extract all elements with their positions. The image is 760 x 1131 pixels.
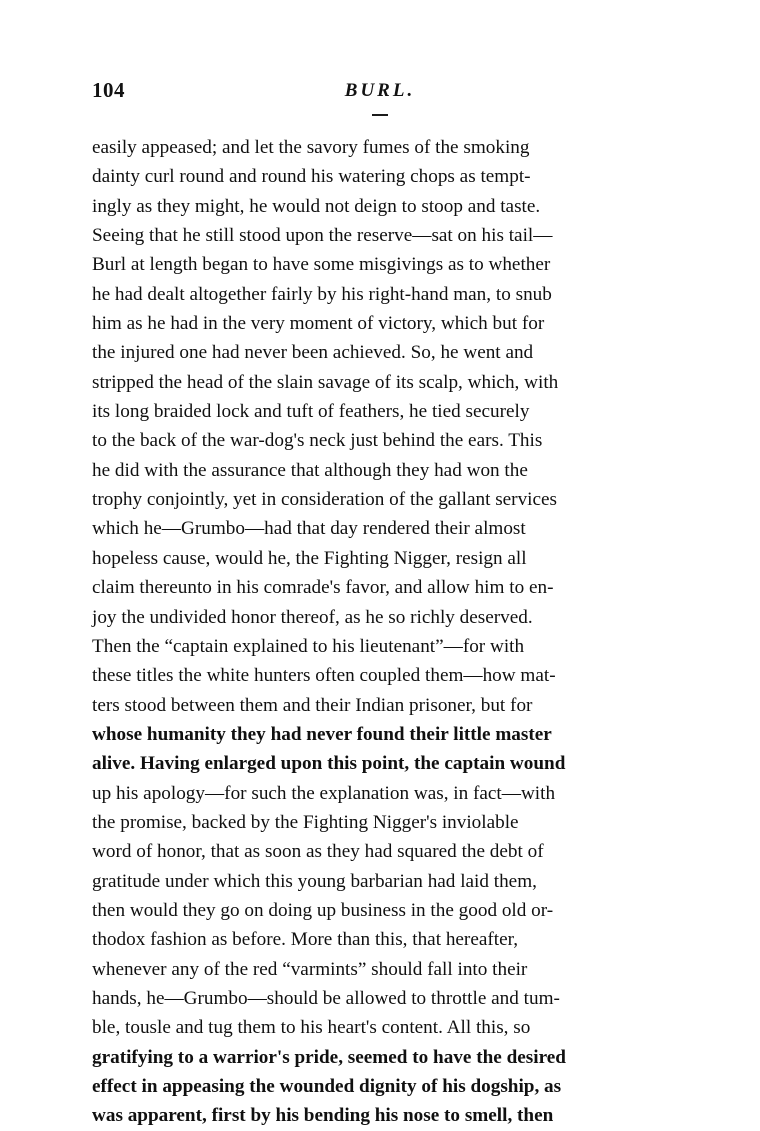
text-line: ble, tousle and tug them to his heart's content. All this, so <box>92 1017 531 1039</box>
text-line: ters stood between them and their Indian prisoner, but for <box>92 694 533 716</box>
text-line: hands, he—Grumbo—should be allowed to throttle and tum- <box>92 987 560 1009</box>
text-line: hopeless cause, would he, the Fighting Nigger, resign all <box>92 547 527 569</box>
text-line: the promise, backed by the Fighting Nigger's inviolable <box>92 811 519 833</box>
text-line: these titles the white hunters often coupled them—how mat- <box>92 665 556 687</box>
text-line: was apparent, first by his bending his nose to smell, then <box>92 1105 554 1127</box>
text-line: easily appeased; and let the savory fumes of the smoking <box>92 137 530 158</box>
page-header <box>92 78 668 108</box>
page-number: 104 <box>92 78 125 102</box>
text-line: him as he had in the very moment of victory, which but for <box>92 313 545 335</box>
text-line: which he—Grumbo—had that day rendered their almost <box>92 518 526 540</box>
text-line: gratifying to a warrior's pride, seemed to have the desired <box>92 1046 566 1068</box>
text-line: up his apology—for such the explanation was, in fact—with <box>92 782 556 804</box>
text-line: ingly as they might, he would not deign to stoop and taste. <box>92 195 541 217</box>
running-head: BURL. <box>344 80 416 101</box>
text-line: he had dealt altogether fairly by his right-hand man, to snub <box>92 283 552 305</box>
text-line: stripped the head of the slain savage of its scalp, which, with <box>92 371 559 393</box>
text-line: alive. Having enlarged upon this point, the captain wound <box>92 753 566 775</box>
text-line: to the back of the war-dog's neck just behind the ears. This <box>92 430 543 452</box>
text-line: the injured one had never been achieved. So, he went and <box>92 342 534 364</box>
text-line: whose humanity they had never found their little master <box>92 723 552 745</box>
text-line: word of honor, that as soon as they had squared the debt of <box>92 841 544 863</box>
text-line: trophy conjointly, yet in consideration of the gallant services <box>92 489 557 511</box>
text-line: Burl at length began to have some misgivings as to whether <box>92 254 551 276</box>
text-line: dainty curl round and round his watering chops as tempt- <box>92 166 531 188</box>
text-line: claim thereunto in his comrade's favor, and allow him to en- <box>92 577 554 599</box>
text-line: Seeing that he still stood upon the reserve—sat on his tail— <box>92 225 553 247</box>
text-line: effect in appeasing the wounded dignity of his dogship, as <box>92 1076 562 1097</box>
text-line: Then the “captain explained to his lieutenant”—for with <box>92 635 525 657</box>
body-text <box>92 133 670 1131</box>
text-line: whenever any of the red “varmints” should fall into their <box>92 958 528 980</box>
header-rule <box>372 114 388 116</box>
text-line: then would they go on doing up business in the good old or- <box>92 899 554 921</box>
text-line: gratitude under which this young barbarian had laid them, <box>92 870 537 892</box>
text-line: thodox fashion as before. More than this, that hereafter, <box>92 929 519 951</box>
text-line: its long braided lock and tuft of feathers, he tied securely <box>92 401 530 423</box>
text-line: he did with the assurance that although they had won the <box>92 459 528 481</box>
text-line: joy the undivided honor thereof, as he so richly deserved. <box>92 606 533 628</box>
